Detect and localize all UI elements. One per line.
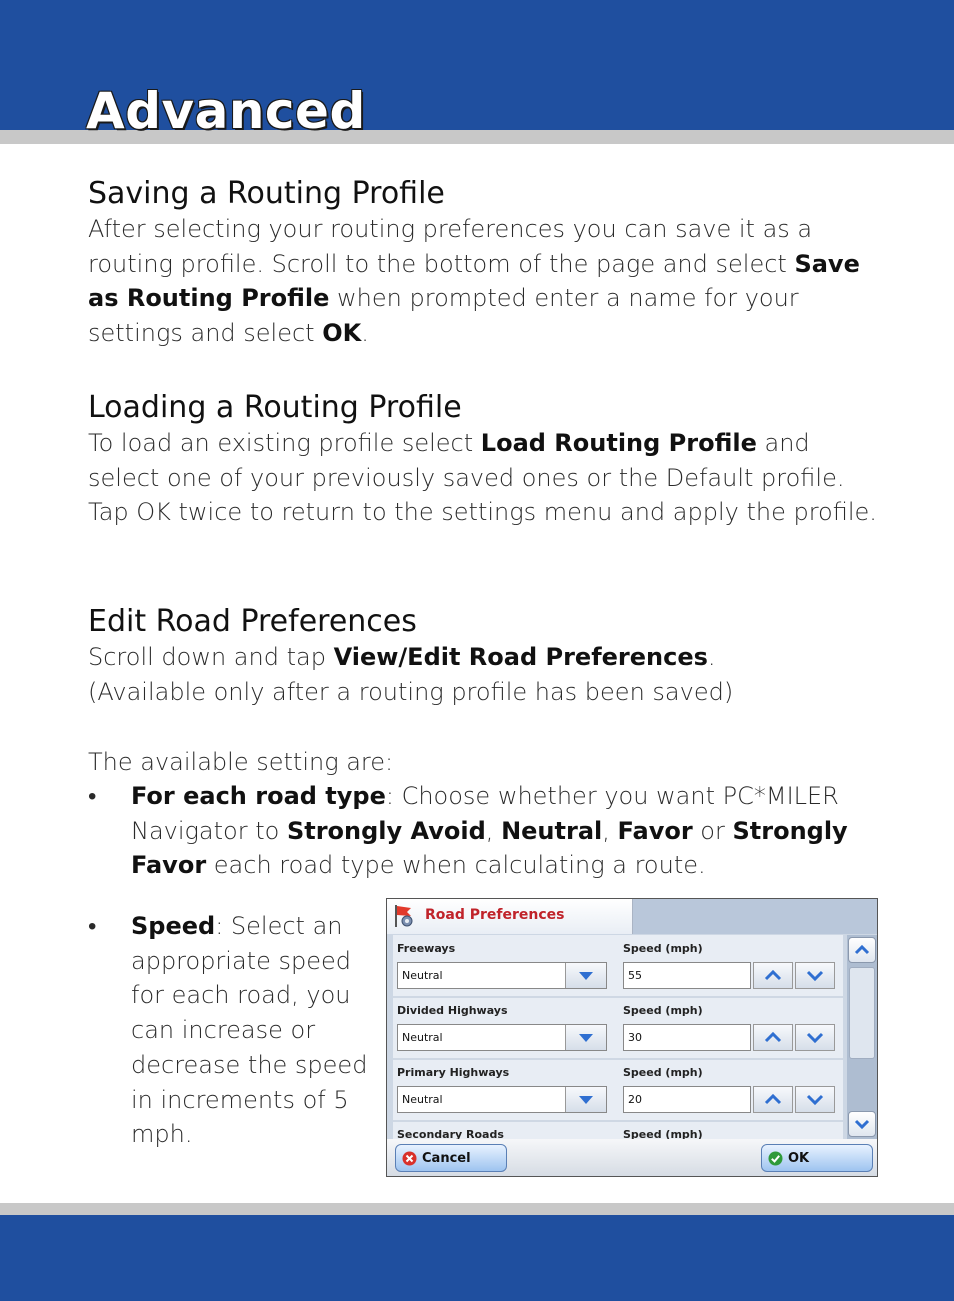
section-body: Scroll down and tap View/Edit Road Preferences. (Available only after a routing profile has been saved): [88, 643, 734, 706]
section-saving: [88, 176, 888, 351]
footer-stripe: [0, 1203, 954, 1215]
speed-field[interactable]: 20: [623, 1086, 751, 1113]
list-item: [393, 1121, 843, 1139]
list-item: [393, 935, 843, 998]
section-body: After selecting your routing preferences you can save it as a routing profile. Scroll to the bottom of the page and select Save as Routing Profile when prompted enter a name for your settings and select OK.: [88, 215, 860, 348]
road-type-label: Primary Highways: [397, 1066, 510, 1079]
page-title: Advanced: [86, 82, 366, 140]
list-item: [393, 997, 843, 1060]
section-heading: Saving a Routing Profile: [88, 176, 445, 211]
speed-increase-button[interactable]: [753, 962, 793, 989]
section-heading: Loading a Routing Profile: [88, 390, 462, 425]
dialog-footer: [387, 1139, 877, 1176]
ok-button[interactable]: OK: [761, 1144, 873, 1172]
speed-decrease-button[interactable]: [795, 1024, 835, 1051]
dropdown-arrow-icon[interactable]: [565, 1087, 606, 1112]
dialog-header: [387, 899, 877, 934]
chevron-down-icon: [796, 1025, 834, 1050]
preference-dropdown[interactable]: Neutral: [397, 1024, 607, 1051]
section-edit: [88, 604, 888, 709]
speed-increase-button[interactable]: [753, 1086, 793, 1113]
section-body: To load an existing profile select Load Routing Profile and select one of your previously saved ones or the Default profile. Tap OK twice to return to the settings menu and apply the profile.: [88, 429, 877, 527]
speed-decrease-button[interactable]: [795, 962, 835, 989]
scroll-thumb[interactable]: [849, 967, 875, 1059]
section-heading: Edit Road Preferences: [88, 604, 417, 639]
dropdown-arrow-icon[interactable]: [565, 1025, 606, 1050]
chevron-up-icon: [754, 1087, 792, 1112]
bullet-text: Speed: Select an appropriate speed for each road, you can increase or decrease the speed in increments of 5 mph.: [131, 912, 368, 1149]
chevron-down-icon: [796, 963, 834, 988]
speed-increase-button[interactable]: [753, 1024, 793, 1051]
speed-field[interactable]: 30: [623, 1024, 751, 1051]
dialog-title-tab: [387, 899, 633, 934]
list-item: [393, 1059, 843, 1122]
preferences-list: [393, 935, 843, 1139]
speed-decrease-button[interactable]: [795, 1086, 835, 1113]
speed-field[interactable]: 55: [623, 962, 751, 989]
bullet-text: For each road type: Choose whether you want PC*MILER Navigator to Strongly Avoid, Neutral, Favor or Strongly Favor each road type when calculating a route.: [131, 782, 848, 880]
chevron-up-icon: [754, 1025, 792, 1050]
bullet-marker: •: [88, 912, 97, 940]
road-type-label: Secondary Roads: [397, 1128, 504, 1139]
flag-gear-icon: [393, 904, 415, 928]
scroll-down-button[interactable]: [848, 1111, 876, 1137]
dropdown-arrow-icon[interactable]: [565, 963, 606, 988]
chevron-up-icon: [849, 938, 875, 962]
chevron-up-icon: [754, 963, 792, 988]
scroll-up-button[interactable]: [848, 937, 876, 963]
speed-label: Speed (mph): [623, 1066, 703, 1079]
settings-intro: The available setting are:: [88, 748, 394, 776]
footer-band: [0, 1215, 954, 1301]
road-preferences-dialog: [386, 898, 878, 1177]
road-type-label: Divided Highways: [397, 1004, 508, 1017]
cancel-button[interactable]: Cancel: [395, 1144, 507, 1172]
chevron-down-icon: [796, 1087, 834, 1112]
section-loading: [88, 390, 888, 530]
preference-dropdown[interactable]: Neutral: [397, 1086, 607, 1113]
bullet-marker: •: [88, 782, 97, 810]
ok-check-icon: [768, 1151, 783, 1166]
cancel-x-icon: [402, 1151, 417, 1166]
speed-label: Speed (mph): [623, 1004, 703, 1017]
speed-label: Speed (mph): [623, 1128, 703, 1139]
dialog-title: Road Preferences: [425, 907, 565, 923]
scrollbar[interactable]: [847, 935, 877, 1139]
chevron-down-icon: [849, 1112, 875, 1136]
speed-label: Speed (mph): [623, 942, 703, 955]
road-type-label: Freeways: [397, 942, 456, 955]
preference-dropdown[interactable]: Neutral: [397, 962, 607, 989]
